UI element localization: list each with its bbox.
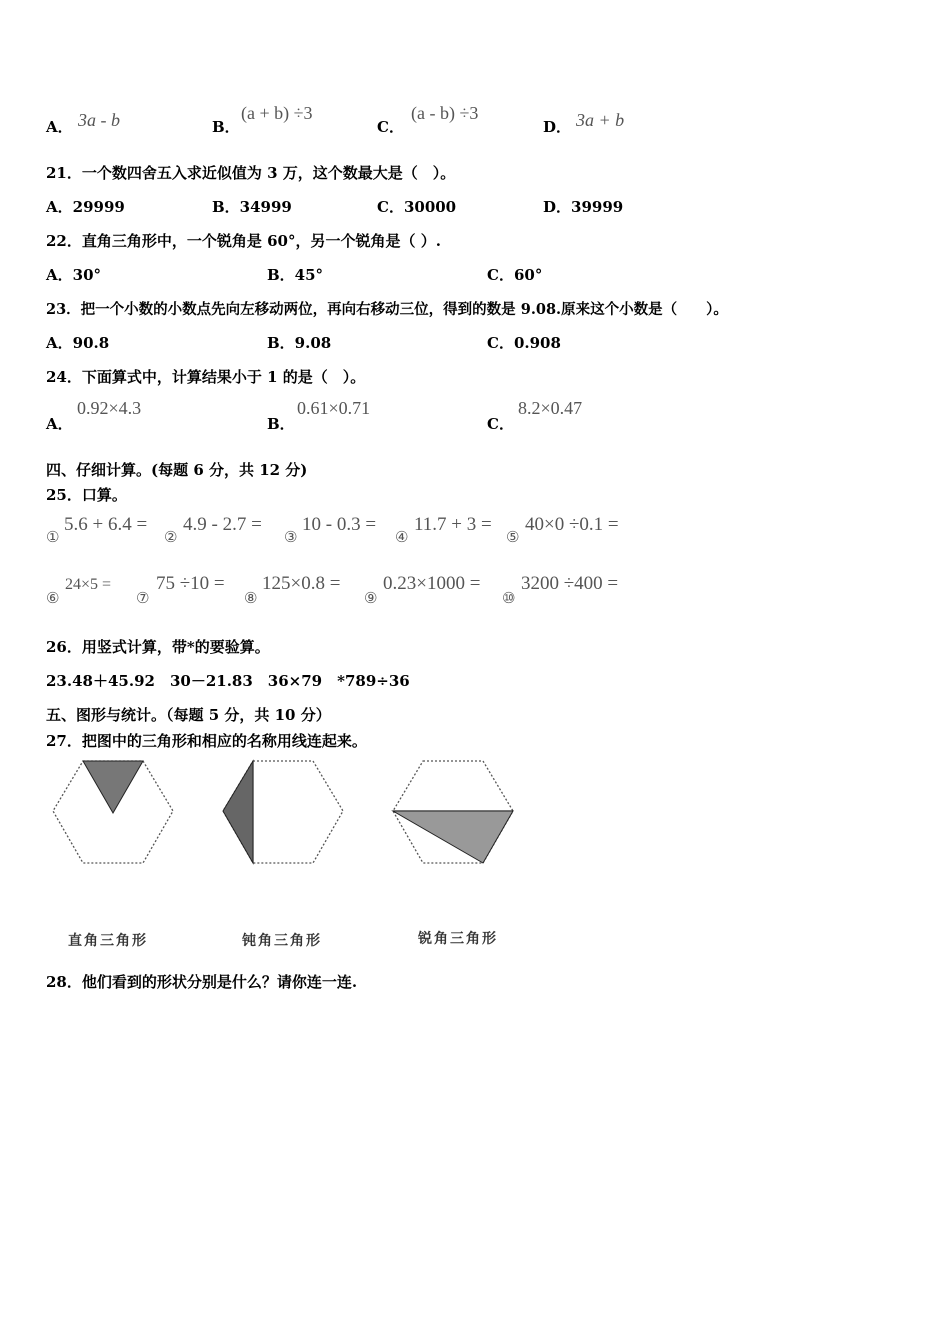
section-5-heading: 五、图形与统计。（每题 5 分，共 10 分） xyxy=(46,706,331,724)
q21-text: 21．一个数四舍五入求近似值为 3 万，这个数最大是（ ）。 xyxy=(46,164,456,182)
q20-option-b-letter: B． xyxy=(212,118,240,136)
q20-option-d-letter: D． xyxy=(543,118,572,136)
q27-label-right-triangle: 直角三角形 xyxy=(68,933,148,949)
q21-option-d: D．39999 xyxy=(543,198,624,216)
q20-option-b-formula: (a + b) ÷3 xyxy=(241,103,313,123)
q22-option-a: A．30° xyxy=(46,266,102,284)
q25-item-1-expr: 5.6 + 6.4 = xyxy=(64,514,148,535)
q24-option-a-formula: 0.92×4.3 xyxy=(77,398,142,418)
q22-option-c: C．60° xyxy=(487,266,543,284)
q27-label-acute-triangle: 锐角三角形 xyxy=(418,931,498,947)
q25-item-10-expr: 3200 ÷400 = xyxy=(521,573,619,594)
q26-text: 26．用竖式计算，带*的要验算。 xyxy=(46,638,270,656)
q25-item-4-num: ④ xyxy=(395,528,409,546)
q22-text: 22．直角三角形中，一个锐角是 60°，另一个锐角是（ ）. xyxy=(46,232,441,250)
q25-item-2-num: ② xyxy=(164,528,178,546)
q25-item-8-num: ⑧ xyxy=(244,589,258,607)
q25-item-5-num: ⑤ xyxy=(506,528,520,546)
section-4-heading: 四、仔细计算。(每题 6 分，共 12 分) xyxy=(46,461,308,479)
q21-option-a: A．29999 xyxy=(46,198,125,216)
q25-item-1-num: ① xyxy=(46,528,60,546)
q25-item-7-expr: 75 ÷10 = xyxy=(156,573,225,594)
q20-option-a-letter: A． xyxy=(46,118,73,136)
q25-item-7-num: ⑦ xyxy=(136,589,150,607)
q24-text: 24．下面算式中，计算结果小于 1 的是（ ）。 xyxy=(46,368,366,386)
q24-option-c-letter: C． xyxy=(487,415,514,433)
q20-option-c-letter: C． xyxy=(377,118,404,136)
q25-item-8-expr: 125×0.8 = xyxy=(262,573,341,594)
q20-option-a-formula: 3a - b xyxy=(78,110,120,130)
q23-option-c: C．0.908 xyxy=(487,334,561,352)
q21-option-c: C．30000 xyxy=(377,198,457,216)
q23-option-a: A．90.8 xyxy=(46,334,110,352)
q24-option-c-formula: 8.2×0.47 xyxy=(518,398,583,418)
q25-item-9-expr: 0.23×1000 = xyxy=(383,573,481,594)
hexagon-figure-3 xyxy=(388,756,518,868)
q23-option-b: B．9.08 xyxy=(267,334,332,352)
q25-text: 25．口算。 xyxy=(46,486,127,504)
hexagon-figure-1 xyxy=(48,756,178,868)
q21-option-b: B．34999 xyxy=(212,198,292,216)
q25-item-3-num: ③ xyxy=(284,528,298,546)
q25-item-5-expr: 40×0 ÷0.1 = xyxy=(525,514,619,535)
q23-text: 23．把一个小数的小数点先向左移动两位，再向右移动三位，得到的数是 9.08.原来这个小数是（ ）。 xyxy=(46,301,728,318)
q25-item-10-num: ⑩ xyxy=(502,589,516,607)
q27-label-obtuse-triangle: 钝角三角形 xyxy=(242,933,322,949)
q28-text: 28．他们看到的形状分别是什么？请你连一连. xyxy=(46,973,358,991)
q25-item-6-num: ⑥ xyxy=(46,589,60,607)
q24-option-b-formula: 0.61×0.71 xyxy=(297,398,371,418)
q20-option-c-formula: (a - b) ÷3 xyxy=(411,103,479,123)
q20-option-d-formula: 3a + b xyxy=(576,110,625,130)
q22-option-b: B．45° xyxy=(267,266,324,284)
q25-item-9-num: ⑨ xyxy=(364,589,378,607)
hexagon-figure-2 xyxy=(218,756,348,868)
q24-option-a-letter: A． xyxy=(46,415,73,433)
q25-item-3-expr: 10 - 0.3 = xyxy=(302,514,377,535)
q27-text: 27．把图中的三角形和相应的名称用线连起来。 xyxy=(46,732,367,750)
q26-problems: 23.48＋45.92 30－21.83 36×79 *789÷36 xyxy=(46,672,410,690)
q24-option-b-letter: B． xyxy=(267,415,295,433)
q25-item-2-expr: 4.9 - 2.7 = xyxy=(183,514,262,535)
q25-item-4-expr: 11.7 + 3 = xyxy=(414,514,492,535)
q25-item-6-expr: 24×5 = xyxy=(65,576,112,593)
